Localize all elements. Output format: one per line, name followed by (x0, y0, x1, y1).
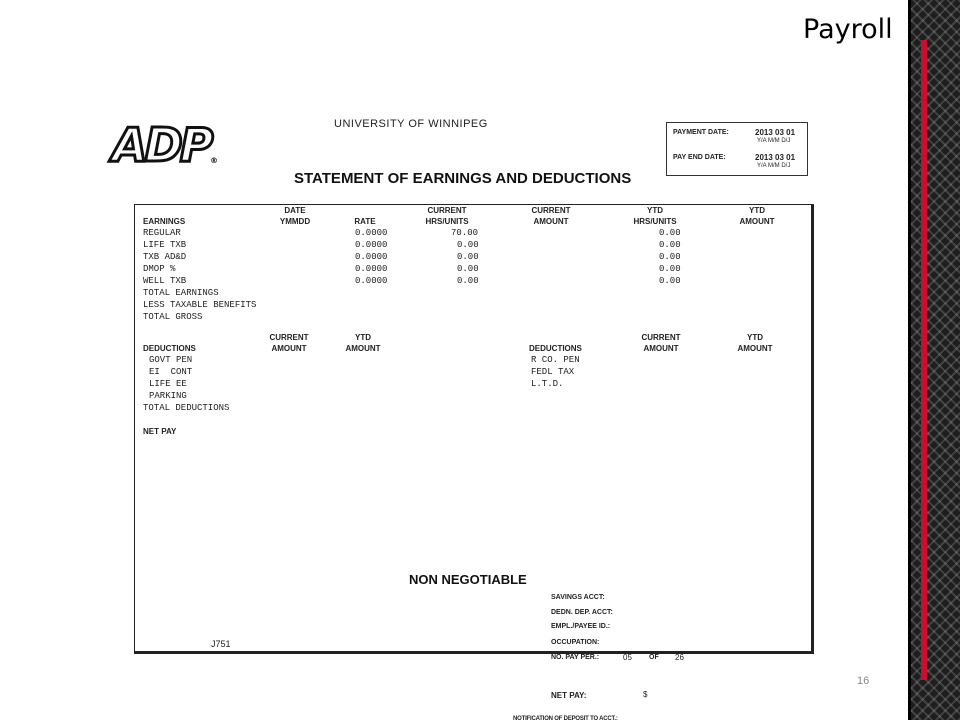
pay-end-date-format: Y/A M/M D/J (757, 163, 791, 169)
earnings-rate: 0.0000 (355, 252, 388, 262)
deductions-header-right: DEDUCTIONS (529, 344, 582, 353)
earnings-name: TXB AD&D (143, 252, 187, 262)
pay-period-total: 26 (675, 653, 684, 662)
slide-title: Payroll (803, 14, 893, 45)
empl-payee-id-label: EMPL./PAYEE ID.: (551, 623, 611, 630)
earnings-ytd: 0.00 (659, 276, 681, 286)
occupation-label: OCCUPATION: (551, 639, 600, 646)
earnings-ytd: 0.00 (659, 252, 681, 262)
deduction-item-right: R CO. PEN (531, 355, 580, 365)
earnings-name: REGULAR (143, 228, 181, 238)
deposit-notification-label: NOTIFICATION OF DEPOSIT TO ACCT.: (513, 716, 618, 722)
pay-end-date-value: 2013 03 01 (755, 153, 796, 162)
deductions-current-header-right: CURRENT AMOUNT (641, 333, 681, 353)
payment-date-format: Y/A M/M D/J (757, 138, 791, 144)
statement-form (134, 204, 814, 722)
statement-title: STATEMENT OF EARNINGS AND DEDUCTIONS (294, 170, 632, 187)
total-gross: TOTAL GROSS (143, 312, 203, 322)
adp-logo-text: ADP (112, 118, 211, 172)
deduction-item: GOVT PEN (149, 355, 193, 365)
non-negotiable-label: NON NEGOTIABLE (409, 572, 527, 587)
ytd-hrs-header: YTD HRS/UNITS (633, 206, 677, 226)
deductions-ytd-header-right: YTD AMOUNT (737, 333, 773, 353)
page-number: 16 (857, 675, 870, 687)
deduction-item: EI CONT (149, 367, 193, 377)
net-pay-label: NET PAY (143, 427, 177, 436)
pay-date-box (666, 122, 808, 176)
university-name: UNIVERSITY OF WINNIPEG (334, 118, 488, 130)
payment-date-label: PAYMENT DATE: (673, 129, 729, 136)
document-code: J751 (211, 639, 231, 649)
earnings-ytd: 0.00 (659, 264, 681, 274)
deduction-item-right: L.T.D. (531, 379, 564, 389)
earnings-header: EARNINGS (143, 217, 186, 226)
deduction-item-right: FEDL TAX (531, 367, 575, 377)
earnings-ytd: 0.00 (659, 240, 681, 250)
side-bar-edge (908, 0, 911, 720)
adp-logo (112, 118, 218, 172)
earnings-current: 70.00 (451, 228, 479, 238)
registered-mark: ® (210, 156, 218, 165)
pay-statement (108, 100, 828, 722)
dedn-dep-acct-label: DEDN. DEP. ACCT: (551, 609, 613, 616)
earnings-ytd: 0.00 (659, 228, 681, 238)
earnings-current: 0.00 (457, 240, 479, 250)
deduction-item: PARKING (149, 391, 187, 401)
no-pay-per-label: NO. PAY PER.: (551, 654, 600, 661)
deductions-header: DEDUCTIONS (143, 344, 196, 353)
earnings-rate: 0.0000 (355, 228, 388, 238)
earnings-rate: 0.0000 (355, 240, 388, 250)
decorative-side-bar (908, 0, 960, 720)
earnings-current: 0.00 (457, 264, 479, 274)
pay-end-date-label: PAY END DATE: (673, 154, 726, 161)
rate-header: RATE (354, 217, 376, 226)
earnings-rate: 0.0000 (355, 276, 388, 286)
date-header: DATE YMMDD (279, 206, 311, 226)
earnings-name: LIFE TXB (143, 240, 187, 250)
savings-acct-label: SAVINGS ACCT: (551, 594, 605, 601)
current-amount-header: CURRENT AMOUNT (531, 206, 571, 226)
deductions-current-header: CURRENT AMOUNT (269, 333, 309, 353)
pay-period-value: 05 (623, 653, 632, 662)
earnings-current: 0.00 (457, 276, 479, 286)
ytd-amount-header: YTD AMOUNT (739, 206, 775, 226)
earnings-name: WELL TXB (143, 276, 187, 286)
deductions-ytd-header: YTD AMOUNT (345, 333, 381, 353)
payment-date-value: 2013 03 01 (755, 128, 796, 137)
earnings-rate: 0.0000 (355, 264, 388, 274)
earnings-name: DMOP % (143, 264, 176, 274)
current-hrs-header: CURRENT HRS/UNITS (425, 206, 469, 226)
earnings-current: 0.00 (457, 252, 479, 262)
less-taxable-benefits: LESS TAXABLE BENEFITS (143, 300, 257, 310)
net-pay-field-label: NET PAY: (551, 691, 587, 700)
deduction-item: LIFE EE (149, 379, 187, 389)
total-earnings: TOTAL EARNINGS (143, 288, 219, 298)
side-bar-red-stripe (921, 40, 927, 680)
total-deductions: TOTAL DEDUCTIONS (143, 403, 230, 413)
of-label: OF (649, 654, 659, 661)
currency-symbol: $ (643, 690, 648, 699)
